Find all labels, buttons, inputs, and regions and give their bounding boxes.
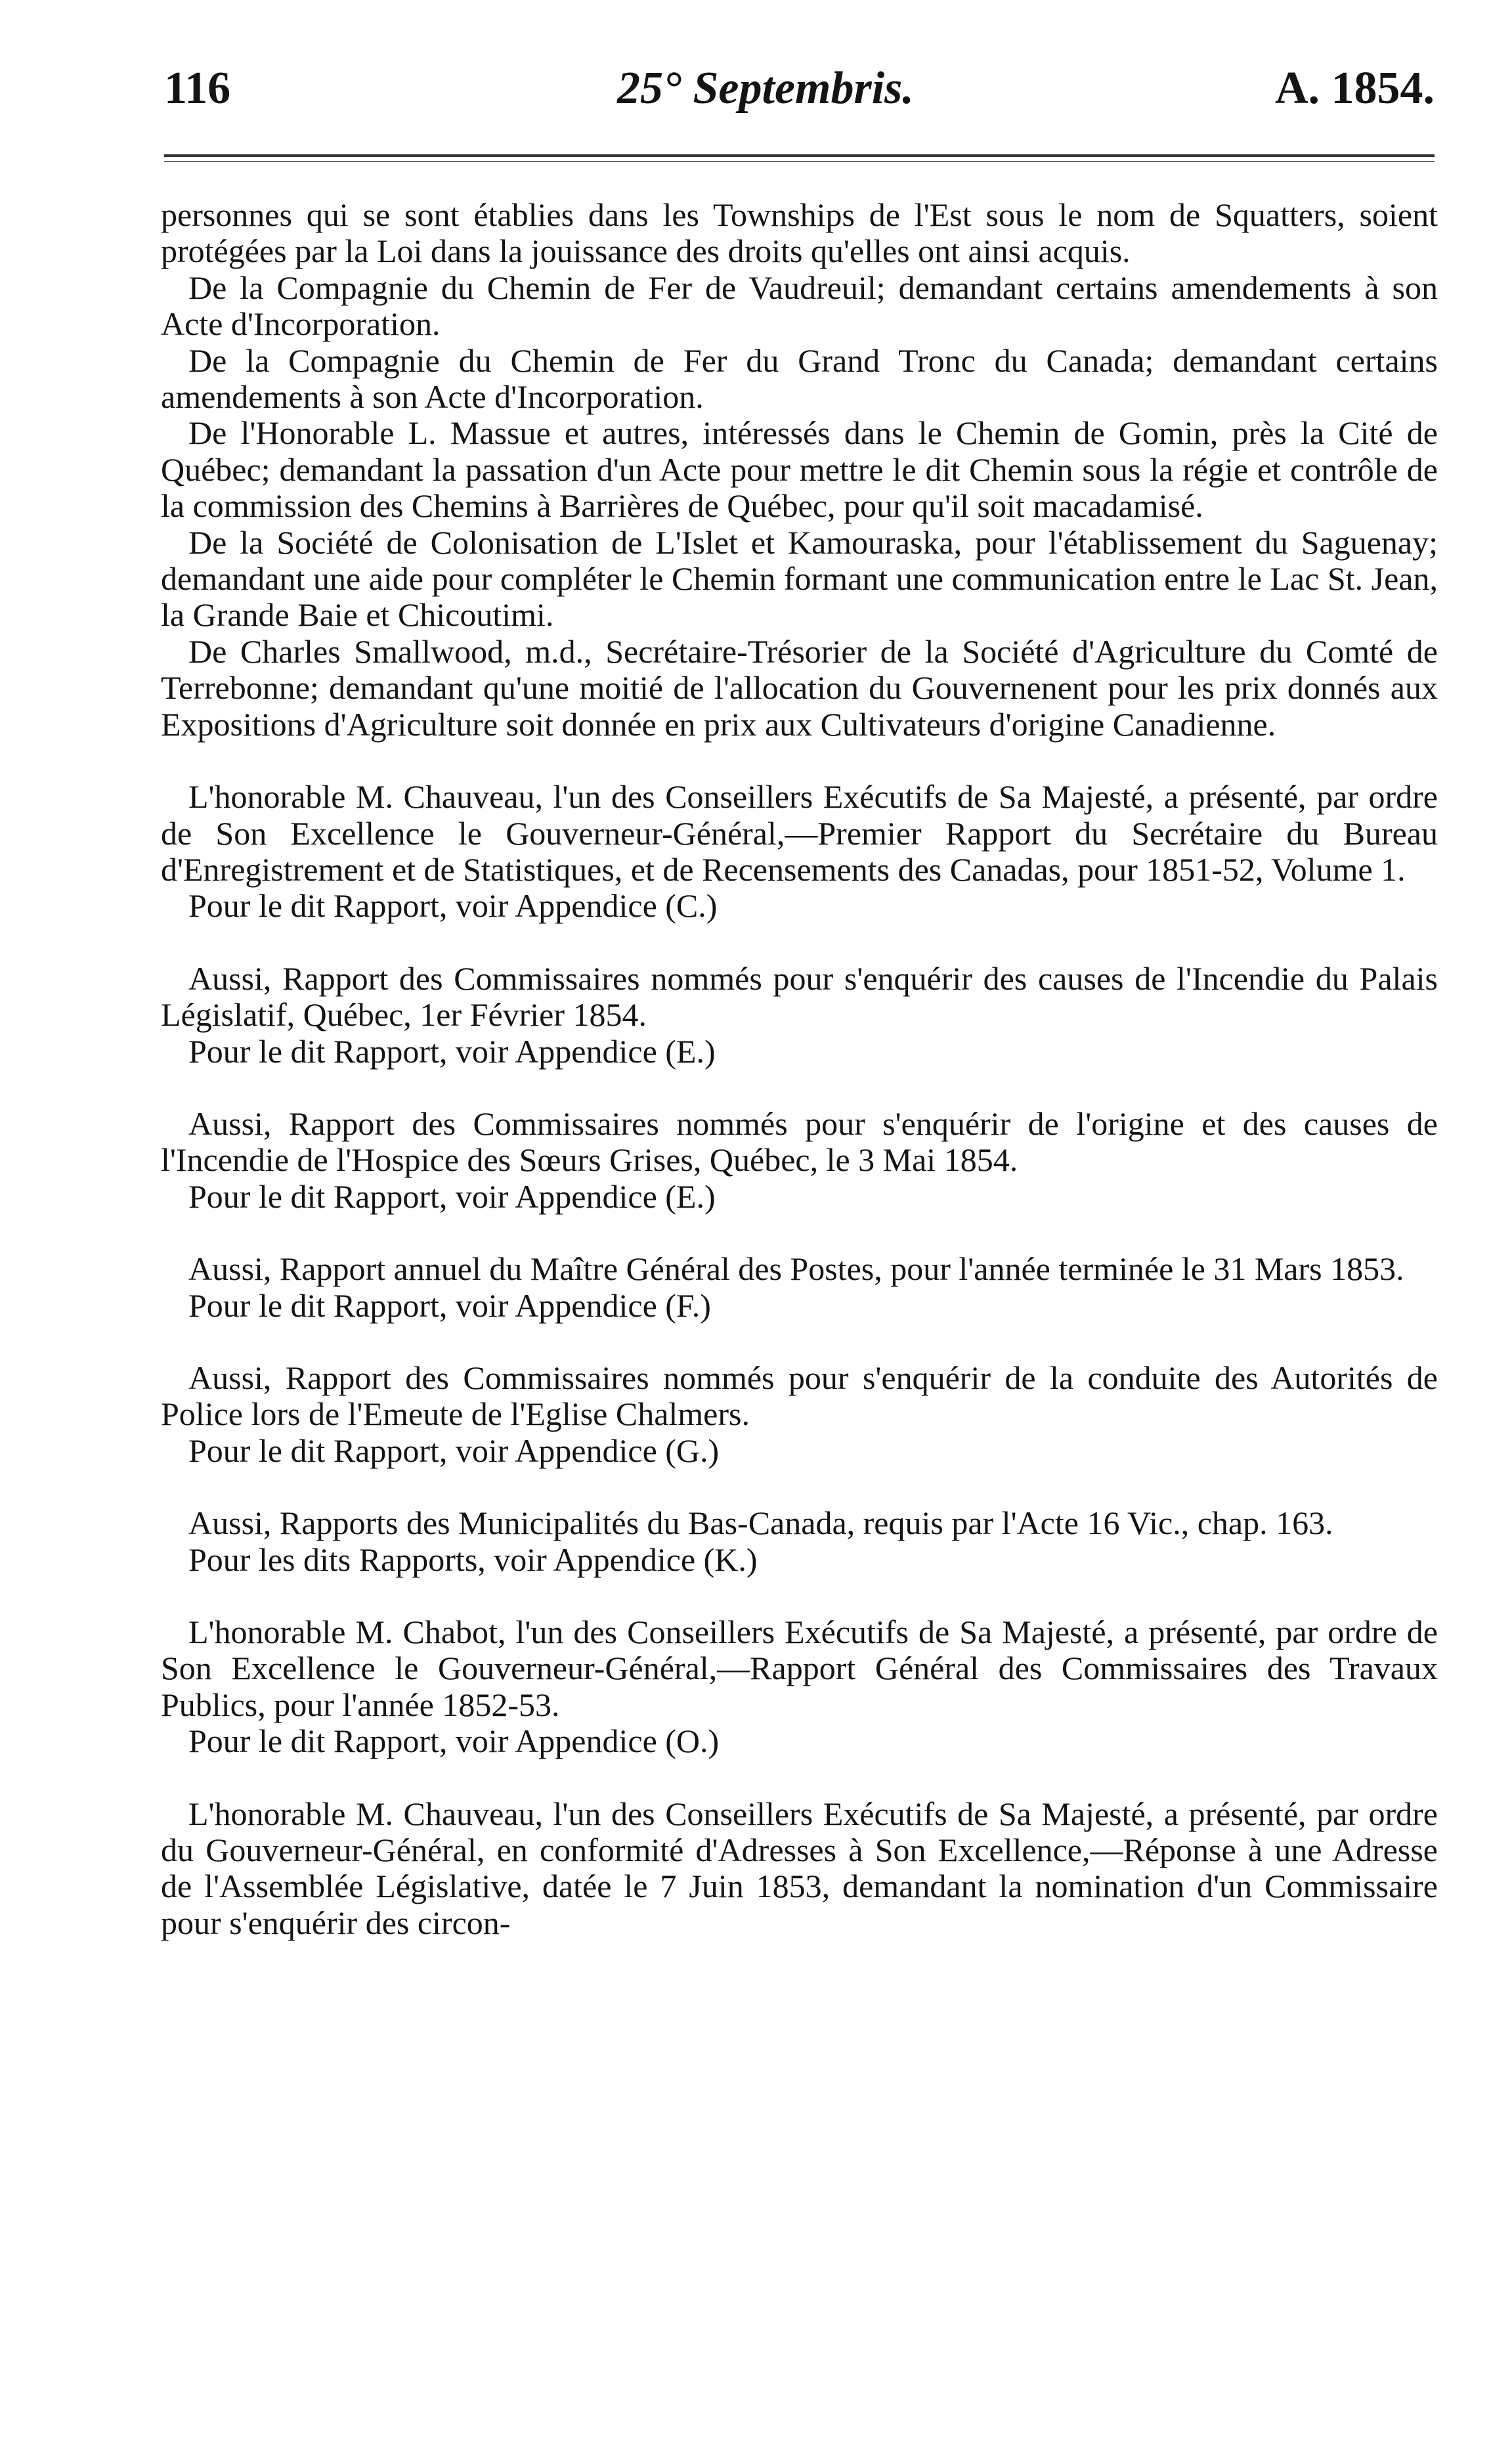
paragraph: personnes qui se sont établies dans les Townships de l'Est sous le nom de Squatters, soient protégées par la Loi dans la jouissance des droits qu'elles ont ainsi acquis. <box>161 196 1438 270</box>
paragraph: Aussi, Rapport des Commissaires nommés pour s'enquérir de la conduite des Autorités de Police lors de l'Emeute de l'Eglise Chalmers. <box>161 1359 1438 1433</box>
paragraph: De l'Honorable L. Massue et autres, intéressés dans le Chemin de Gomin, près la Cité de Québec; demandant la passation d'un Acte pour mettre le dit Chemin sous la régie et contrôle de la commission des Chemins à Barrières de Québec, pour qu'il soit macadamisé. <box>161 414 1438 525</box>
paragraph: De la Compagnie du Chemin de Fer du Grand Tronc du Canada; demandant certains amendements à son Acte d'Incorporation. <box>161 341 1438 416</box>
paragraph: L'honorable M. Chauveau, l'un des Conseillers Exécutifs de Sa Majesté, a présenté, par ordre de Son Excellence le Gouverneur-Général,—Premier Rapport du Secrétaire du Bureau d'Enregistrement et de Statistiques, et de Recensements des Canadas, pour 1851-52, Volume 1. <box>161 778 1438 888</box>
paragraph: Aussi, Rapport des Commissaires nommés pour s'enquérir des causes de l'Incendie du Palais Législatif, Québec, 1er Février 1854. <box>161 959 1438 1034</box>
paragraph: Aussi, Rapports des Municipalités du Bas-Canada, requis par l'Acte 16 Vic., chap. 163. <box>188 1504 1333 1542</box>
paragraph: De la Société de Colonisation de L'Islet et Kamouraska, pour l'établissement du Saguenay; demandant une aide pour compléter le Chemin formant une communication entre le Lac St. Jean, la Grande Baie et Chicoutimi. <box>161 523 1438 634</box>
paragraph: Aussi, Rapport des Commissaires nommés pour s'enquérir de l'origine et des causes de l'Incendie de l'Hospice des Sœurs Grises, Québec, le 3 Mai 1854. <box>161 1105 1438 1179</box>
header-date: 25° Septembris. <box>617 63 914 114</box>
paragraph: Pour le dit Rapport, voir Appendice (E.) <box>188 1032 716 1070</box>
paragraph: Pour le dit Rapport, voir Appendice (E.) <box>188 1177 716 1215</box>
paragraph: Pour le dit Rapport, voir Appendice (C.) <box>188 887 718 925</box>
header-year: A. 1854. <box>1274 63 1435 114</box>
running-header <box>164 62 1435 135</box>
paragraph: Pour le dit Rapport, voir Appendice (G.) <box>188 1432 720 1469</box>
paragraph: Pour le dit Rapport, voir Appendice (F.) <box>188 1286 711 1324</box>
header-rule <box>164 154 1435 157</box>
paragraph: De la Compagnie du Chemin de Fer de Vaudreuil; demandant certains amendements à son Acte d'Incorporation. <box>161 269 1438 343</box>
paragraph: L'honorable M. Chauveau, l'un des Conseillers Exécutifs de Sa Majesté, a présenté, par ordre du Gouverneur-Général, en conformité d'Adresses à Son Excellence,—Réponse à une Adresse de l'Assemblée Législative, datée le 7 Juin 1853, demandant la nomination d'un Commissaire pour s'enquérir des circon- <box>161 1795 1438 1941</box>
paragraph: De Charles Smallwood, m.d., Secrétaire-Trésorier de la Société d'Agriculture du Comté de Terrebonne; demandant qu'une moitié de l'allocation du Gouvernenent pour les prix donnés aux Expositions d'Agriculture soit donnée en prix aux Cultivateurs d'origine Canadienne. <box>161 632 1438 743</box>
paragraph: Pour les dits Rapports, voir Appendice (K.) <box>188 1541 758 1578</box>
body-text <box>161 197 1438 1941</box>
paragraph: Aussi, Rapport annuel du Maître Général des Postes, pour l'année terminée le 31 Mars 1853. <box>188 1250 1404 1288</box>
paragraph: Pour le dit Rapport, voir Appendice (O.) <box>188 1722 720 1760</box>
paragraph: L'honorable M. Chabot, l'un des Conseillers Exécutifs de Sa Majesté, a présenté, par ordre de Son Excellence le Gouverneur-Général,—Rapport Général des Commissaires des Travaux Publics, pour l'année 1852-53. <box>161 1613 1438 1723</box>
page-number: 116 <box>164 63 231 114</box>
header-rule-thin <box>164 161 1435 162</box>
